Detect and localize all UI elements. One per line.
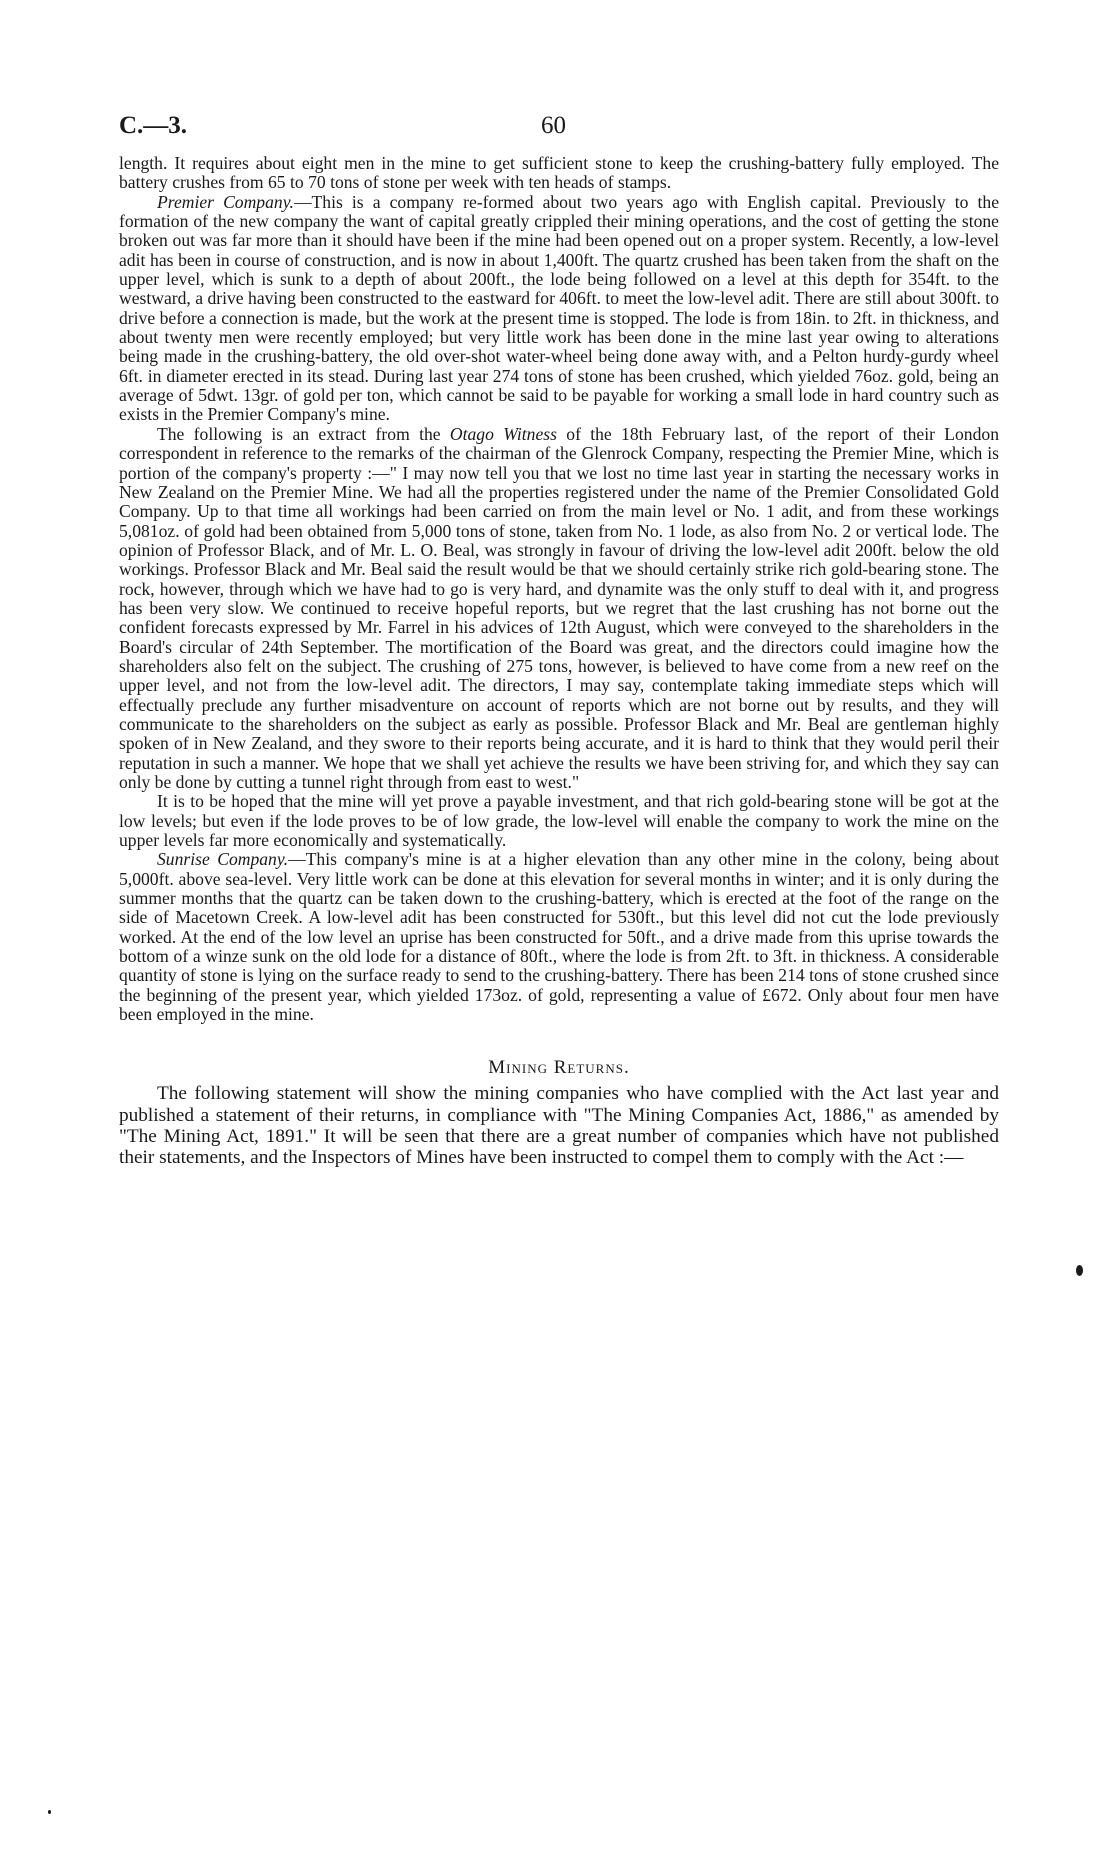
newspaper-title: Otago Witness — [449, 423, 557, 444]
ink-mark — [1076, 1265, 1083, 1276]
paragraph-continuation — [119, 154, 999, 193]
paragraph-otago-witness-extract — [119, 425, 999, 793]
paragraph-text: It is to be hoped that the mine will yet prove a payable investment, and that rich gold-bearing stone will be got at the low levels; but even if the lode proves to be of low grade, the low-level will enable the company to work the mine on the upper levels far more economically and systematically. — [119, 791, 999, 851]
body-text — [119, 154, 999, 1024]
paragraph-sunrise-company — [119, 850, 999, 1024]
ink-mark — [48, 1810, 51, 1814]
document-page — [119, 112, 999, 1168]
paragraph-hoped — [119, 792, 999, 850]
paragraph-text: of the 18th February last, of the report of their London correspondent in reference to the remarks of the chairman of the Glenrock Company, respecting the Premier Mine, which is portion of the company's property :—" I may now tell you that we lost no time last year in starting the necessary works in New Zealand on the Premier Mine. We had all the properties registered under the name of the Premier Consolidated Gold Company. Up to that time all workings had been carried on from the main level or No. 1 adit, and from these workings 5,081oz. of gold had been obtained from 5,000 tons of stone, taken from No. 1 lode, as also from No. 2 or vertical lode. The opinion of Professor Black, and of Mr. L. O. Beal, was strongly in favour of driving the low-level adit 200ft. below the old workings. Professor Black and Mr. Beal said the result would be that we should certainly strike rich gold-bearing stone. The rock, however, through which we have had to go is very hard, and dynamite was the only stuff to deal with it, and progress has been very slow. We continued to receive hopeful reports, but we regret that the last crushing has not borne out the confident forecasts expressed by Mr. Farrel in his advices of 12th August, which were conveyed to the shareholders in the Board's circular of 24th September. The mortification of the Board was great, and the directors could imagine how the shareholders also felt on the subject. The crushing of 275 tons, however, is believed to have come from a new reef on the upper level, and not from the low-level adit. The directors, I may say, contemplate taking immediate steps which will effectually preclude any further misadventure on account of reports which are not borne out by results, and they will communicate to the shareholders on the subject as early as possible. Professor Black and Mr. Beal are gentleman highly spoken of in New Zealand, and they swore to their reports being accurate, and it is hard to think that they would peril their reputation in such a manner. We hope that we shall yet achieve the results we have been striving for, and which they say can only be done by cutting a tunnel right through from east to west." — [119, 423, 999, 792]
paragraph-premier-company — [119, 193, 999, 425]
page-header — [119, 112, 999, 154]
mining-returns-heading: Mining Returns. — [488, 1057, 630, 1079]
paragraph-text: —This company's mine is at a higher elevation than any other mine in the colony, being about 5,000ft. above sea-level. Very little work can be done at this elevation for several months in winter; and it is only during the summer months that the quartz can be taken down to the crushing-battery, which is erected at the foot of the range on the side of Macetown Creek. A low-level adit has been constructed for 530ft., but this level did not cut the lode previously worked. At the end of the low level an uprise has been constructed for 50ft., and a drive made from this uprise towards the bottom of a winze sunk on the old lode for a distance of 80ft., where the lode is from 2ft. to 3ft. in thickness. A considerable quantity of stone is lying on the surface ready to send to the crushing-battery. There has been 214 tons of stone crushed since the beginning of the present year, which yielded 173oz. of gold, representing a value of £672. Only about four men have been employed in the mine. — [119, 849, 999, 1025]
paragraph-pre: The following is an extract from the — [157, 423, 450, 444]
mining-returns-paragraph: The following statement will show the mining companies who have complied with the Act last year and published a statement of their returns, in compliance with "The Mining Companies Act, 1886," as amended by "The Mining Act, 1891." It will be seen that there are a great number of companies which have not published their statements, and the Inspectors of Mines have been instructed to compel them to comply with the Act :— — [119, 1083, 999, 1169]
paragraph-lead: Premier Company. — [157, 191, 294, 212]
paragraph-text: —This is a company re-formed about two years ago with English capital. Previously to the formation of the new company the want of capital greatly crippled their mining operations, and the cost of getting the stone broken out was far more than it should have been if the mine had been opened out on a proper system. Recently, a low-level adit has been in course of construction, and is now in about 1,400ft. The quartz crushed has been taken from the shaft on the upper level, which is sunk to a depth of about 200ft., the lode being followed on a level at this depth for 354ft. to the westward, a drive having been constructed to the eastward for 406ft. to meet the low-level adit. There are still about 300ft. to drive before a connection is made, but the work at the present time is stopped. The lode is from 18in. to 2ft. in thickness, and about twenty men were recently employed; but very little work has been done in the mine last year owing to alterations being made in the crushing-battery, the old over-shot water-wheel being done away with, and a Pelton hurdy-gurdy wheel 6ft. in diameter erected in its stead. During last year 274 tons of stone has been crushed, which yielded 76oz. gold, being an average of 5dwt. 13gr. of gold per ton, which cannot be said to be payable for working a small lode in hard country such as exists in the Premier Company's mine. — [119, 191, 1000, 425]
mining-returns-section — [119, 1083, 999, 1168]
paragraph-lead: Sunrise Company. — [157, 849, 289, 870]
paragraph-text: length. It requires about eight men in the mine to get sufficient stone to keep the crushing-battery fully employed. The battery crushes from 65 to 70 tons of stone per week with ten heads of stamps. — [119, 153, 999, 193]
document-reference: C.—3. — [119, 112, 188, 139]
page-number: 60 — [541, 112, 566, 139]
